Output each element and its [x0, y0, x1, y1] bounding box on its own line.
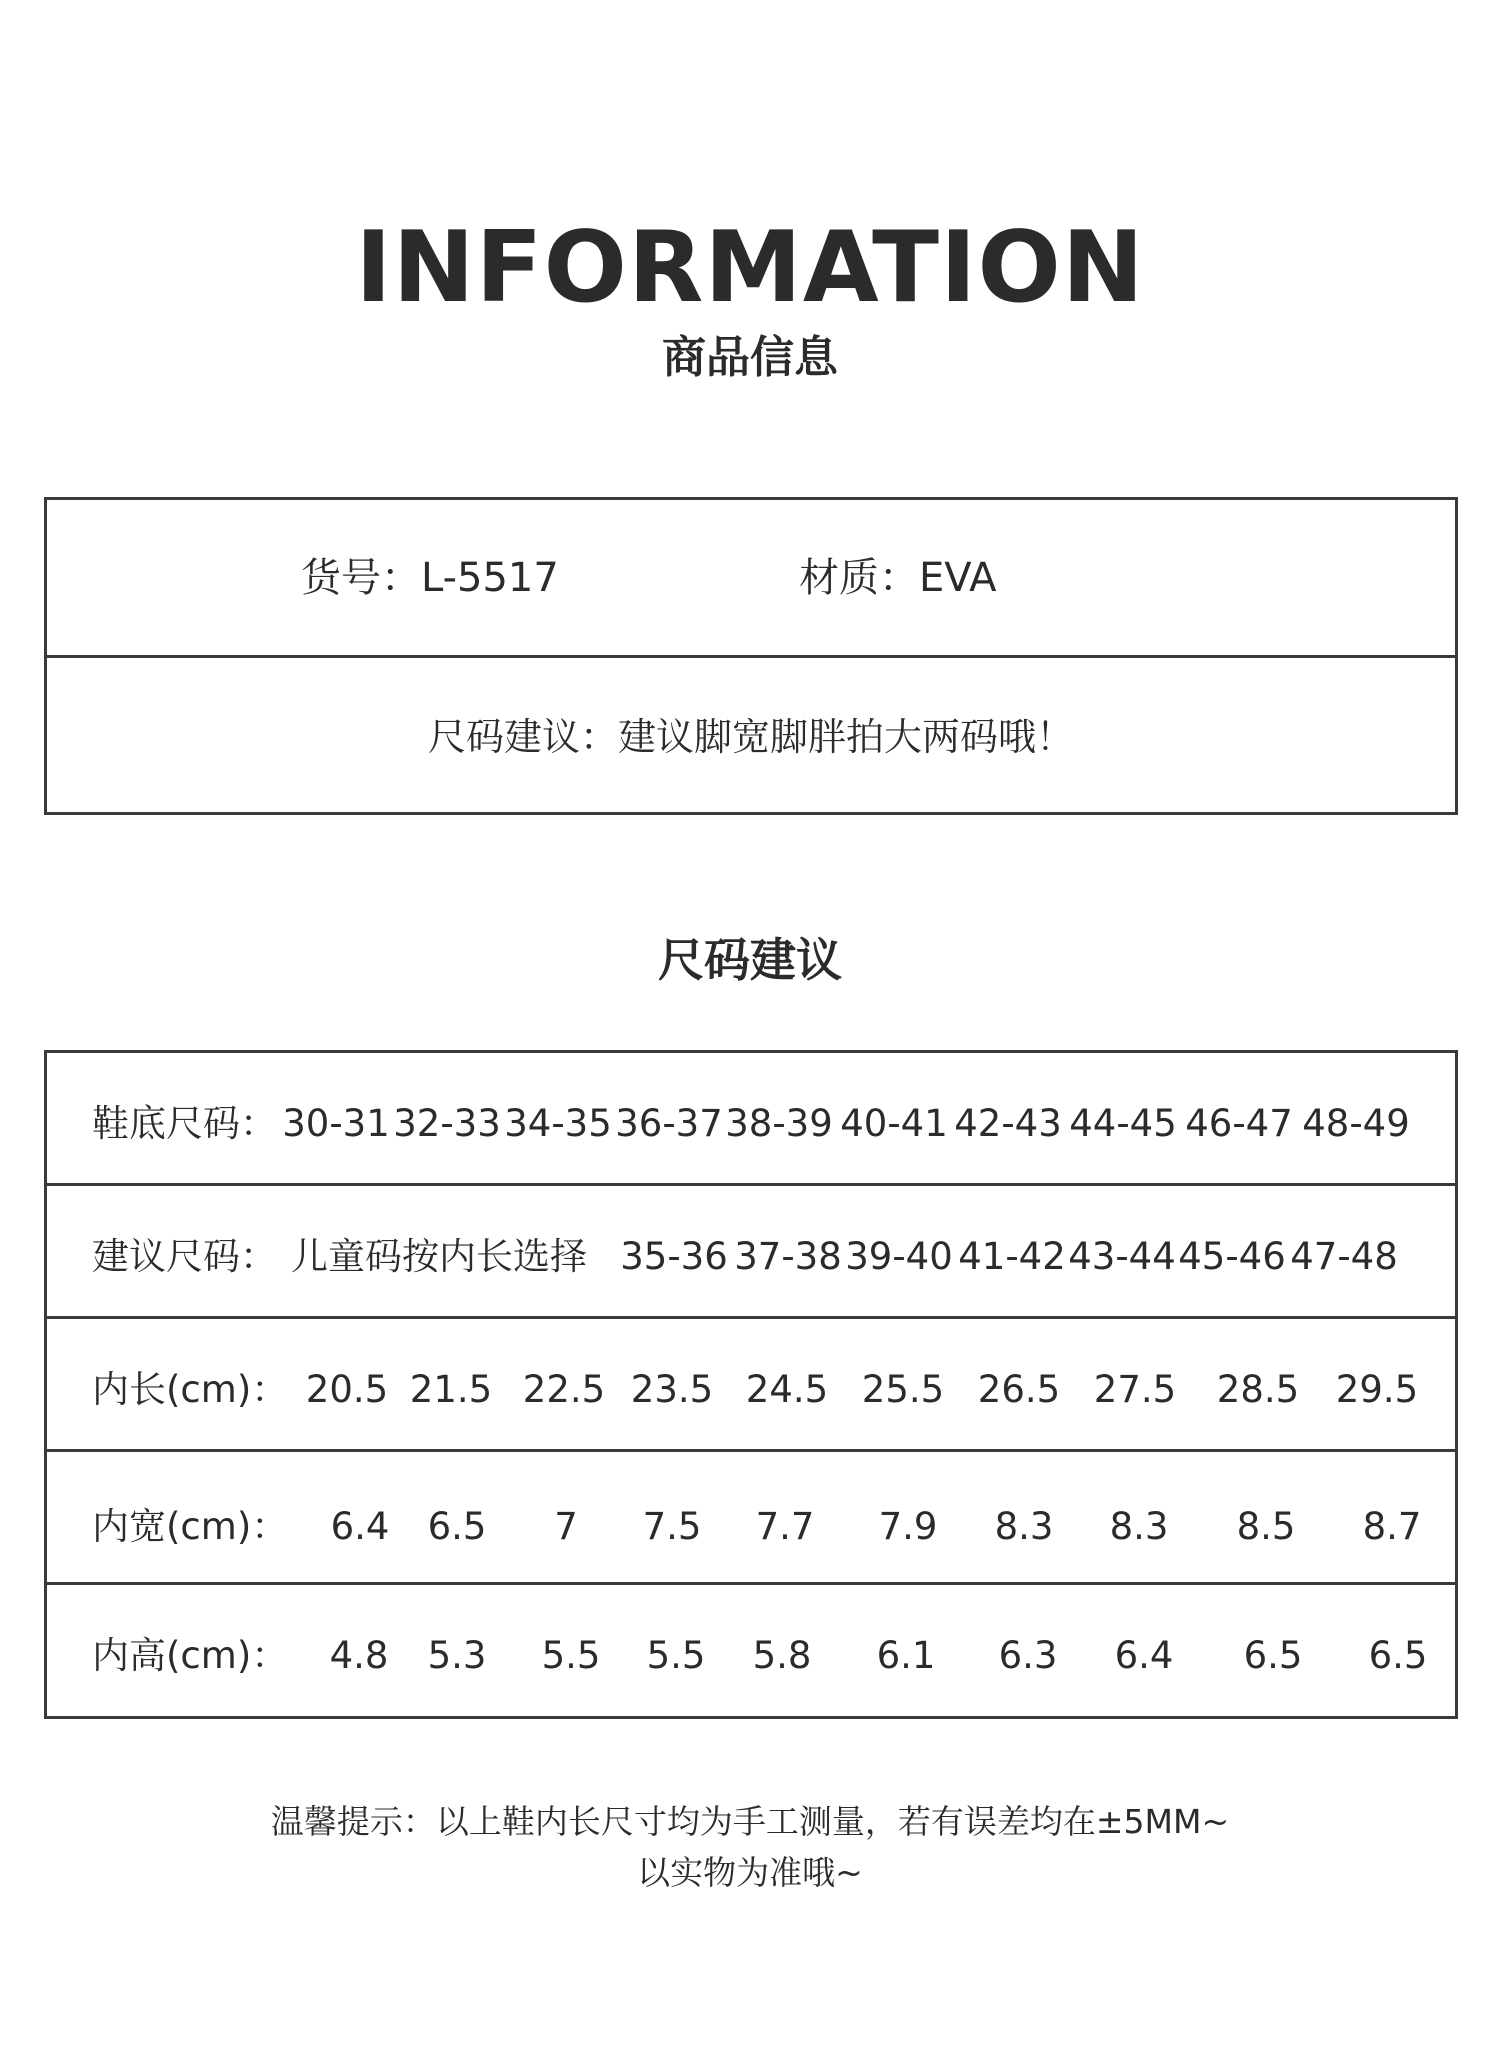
table-cell: 30-31	[282, 1102, 390, 1145]
size-section-title: 尺码建议	[658, 933, 842, 987]
table-row-inner-width	[47, 1452, 1455, 1585]
row-label-inner-width: 内宽(cm)：	[92, 1505, 289, 1548]
table-cell: 47-48	[1290, 1235, 1398, 1278]
table-cell: 43-44	[1068, 1235, 1176, 1278]
table-cell: 32-33	[393, 1102, 501, 1145]
table-cell: 36-37	[615, 1102, 723, 1145]
info-row-basic	[47, 500, 1455, 658]
page-subtitle: 商品信息	[662, 332, 838, 383]
table-cell: 34-35	[504, 1102, 612, 1145]
table-cell: 46-47	[1185, 1102, 1293, 1145]
table-cell: 5.3	[427, 1634, 487, 1677]
row-label-sole-size: 鞋底尺码：	[92, 1102, 277, 1145]
table-cell: 22.5	[522, 1368, 606, 1411]
table-cell: 4.8	[329, 1634, 389, 1677]
table-cell: 21.5	[409, 1368, 493, 1411]
table-cell: 26.5	[977, 1368, 1061, 1411]
item-number: 货号：L-5517	[301, 555, 559, 601]
table-cell: 35-36	[620, 1235, 728, 1278]
product-info-box	[44, 497, 1458, 815]
table-cell: 8.5	[1236, 1505, 1296, 1548]
table-cell: 6.4	[1114, 1634, 1174, 1677]
table-cell: 40-41	[840, 1102, 948, 1145]
table-cell: 7.5	[642, 1505, 702, 1548]
table-cell: 25.5	[861, 1368, 945, 1411]
table-cell: 7.9	[878, 1505, 938, 1548]
table-cell: 41-42	[958, 1235, 1066, 1278]
table-cell: 6.5	[1368, 1634, 1428, 1677]
table-cell: 5.5	[541, 1634, 601, 1677]
table-cell: 45-46	[1178, 1235, 1286, 1278]
footnote-line-1: 温馨提示：以上鞋内长尺寸均为手工测量，若有误差均在±5MM~	[270, 1802, 1230, 1841]
table-cell: 6.5	[427, 1505, 487, 1548]
table-row-inner-height	[47, 1585, 1455, 1718]
size-advice: 尺码建议：建议脚宽脚胖拍大两码哦！	[427, 715, 1074, 759]
table-cell: 42-43	[954, 1102, 1062, 1145]
table-cell: 38-39	[725, 1102, 833, 1145]
kids-size-note: 儿童码按内长选择	[291, 1235, 587, 1278]
material: 材质：EVA	[799, 555, 997, 601]
info-row-advice	[47, 658, 1455, 812]
footnote-line-2: 以实物为准哦~	[637, 1853, 863, 1892]
table-cell: 27.5	[1093, 1368, 1177, 1411]
table-cell: 28.5	[1216, 1368, 1300, 1411]
table-cell: 37-38	[734, 1235, 842, 1278]
row-label-suggested-size: 建议尺码：	[92, 1235, 277, 1278]
table-cell: 6.4	[330, 1505, 390, 1548]
table-cell: 6.1	[876, 1634, 936, 1677]
table-row-suggested-size	[47, 1186, 1455, 1319]
table-cell: 8.3	[994, 1505, 1054, 1548]
table-cell: 8.7	[1362, 1505, 1422, 1548]
table-cell: 23.5	[630, 1368, 714, 1411]
table-cell: 44-45	[1069, 1102, 1177, 1145]
table-cell: 24.5	[745, 1368, 829, 1411]
table-cell: 48-49	[1302, 1102, 1410, 1145]
table-cell: 5.5	[646, 1634, 706, 1677]
table-cell: 8.3	[1109, 1505, 1169, 1548]
table-cell: 7	[554, 1505, 578, 1548]
table-row-sole-size	[47, 1053, 1455, 1186]
table-cell: 20.5	[305, 1368, 389, 1411]
row-label-inner-height: 内高(cm)：	[92, 1634, 289, 1677]
table-cell: 6.5	[1243, 1634, 1303, 1677]
table-cell: 39-40	[845, 1235, 953, 1278]
row-label-inner-length: 内长(cm)：	[92, 1368, 289, 1411]
table-cell: 7.7	[755, 1505, 815, 1548]
table-cell: 5.8	[752, 1634, 812, 1677]
size-table	[44, 1050, 1458, 1719]
page-title: INFORMATION	[355, 211, 1145, 325]
table-cell: 29.5	[1335, 1368, 1419, 1411]
table-row-inner-length	[47, 1319, 1455, 1452]
table-cell: 6.3	[998, 1634, 1058, 1677]
